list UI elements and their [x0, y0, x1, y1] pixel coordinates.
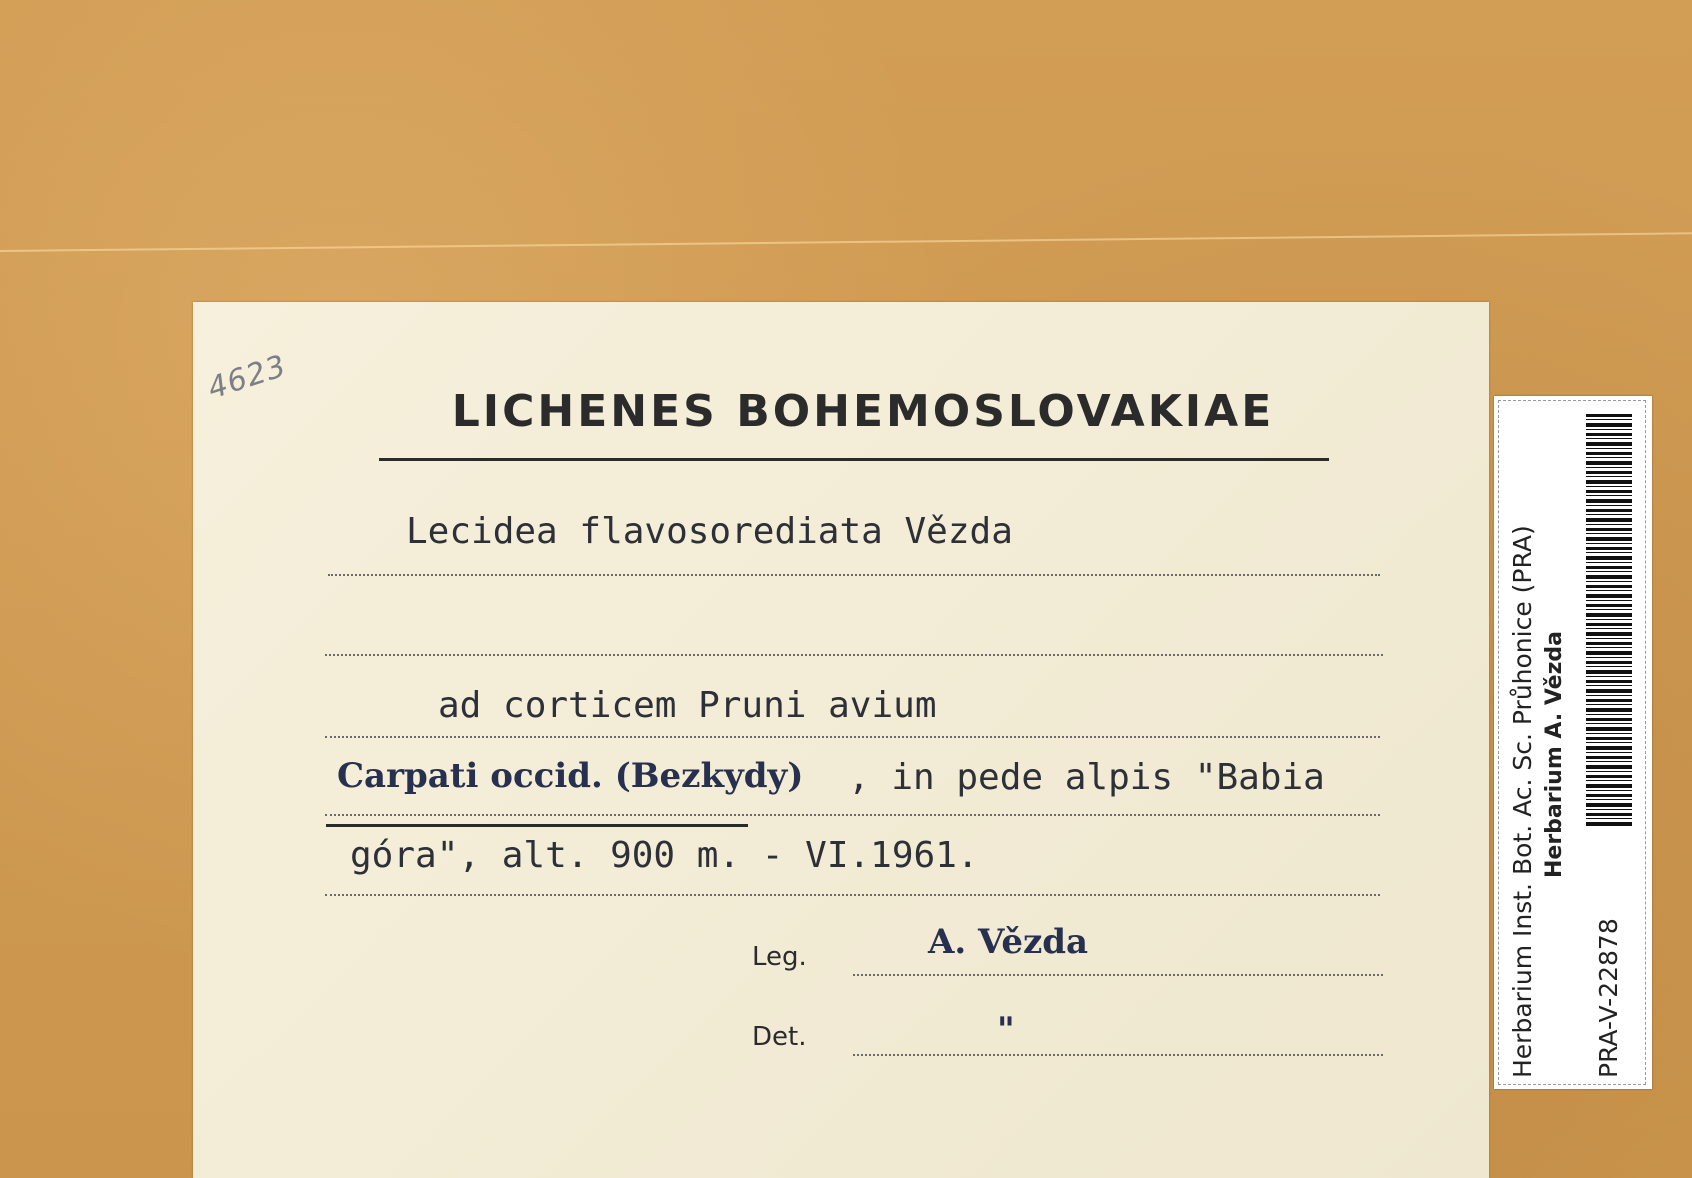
title-rule: [379, 458, 1329, 461]
handwritten-catalog-number: 4623: [203, 348, 291, 407]
dotted-line-leg: [853, 974, 1383, 976]
collection-text: Herbarium A. Vězda: [1542, 630, 1567, 878]
leg-label: Leg.: [752, 942, 807, 972]
stamp-underline: [326, 824, 748, 827]
dotted-line-5: [325, 894, 1380, 896]
barcode: [1586, 414, 1632, 826]
det-value-ditto: ": [997, 1010, 1015, 1050]
specimen-id: PRA-V-22878: [1594, 918, 1623, 1078]
institution-text: Herbarium Inst. Bot. Ac. Sc. Průhonice (PRA): [1508, 525, 1537, 1078]
herbarium-barcode-label: [1494, 396, 1652, 1089]
region-stamp: Carpati occid. (Bezkydy): [337, 756, 804, 796]
dotted-line-det: [853, 1054, 1383, 1056]
sheet-fold-line: [0, 232, 1692, 252]
substrate-text: ad corticem Pruni avium: [438, 685, 937, 726]
dotted-line-2: [325, 654, 1383, 656]
dotted-line-4: [325, 814, 1380, 816]
taxon-name: Lecidea flavosorediata Vězda: [406, 511, 1013, 552]
locality-line-2: góra", alt. 900 m. - VI.1961.: [350, 835, 979, 876]
specimen-label: [193, 302, 1489, 1178]
leg-value-stamp: A. Vězda: [928, 922, 1089, 962]
locality-line-1: , in pede alpis "Babia: [848, 757, 1325, 798]
dotted-line-3: [325, 736, 1380, 738]
dotted-line-1: [328, 574, 1380, 576]
series-title: LICHENES BOHEMOSLOVAKIAE: [451, 386, 1275, 437]
det-label: Det.: [752, 1022, 807, 1052]
